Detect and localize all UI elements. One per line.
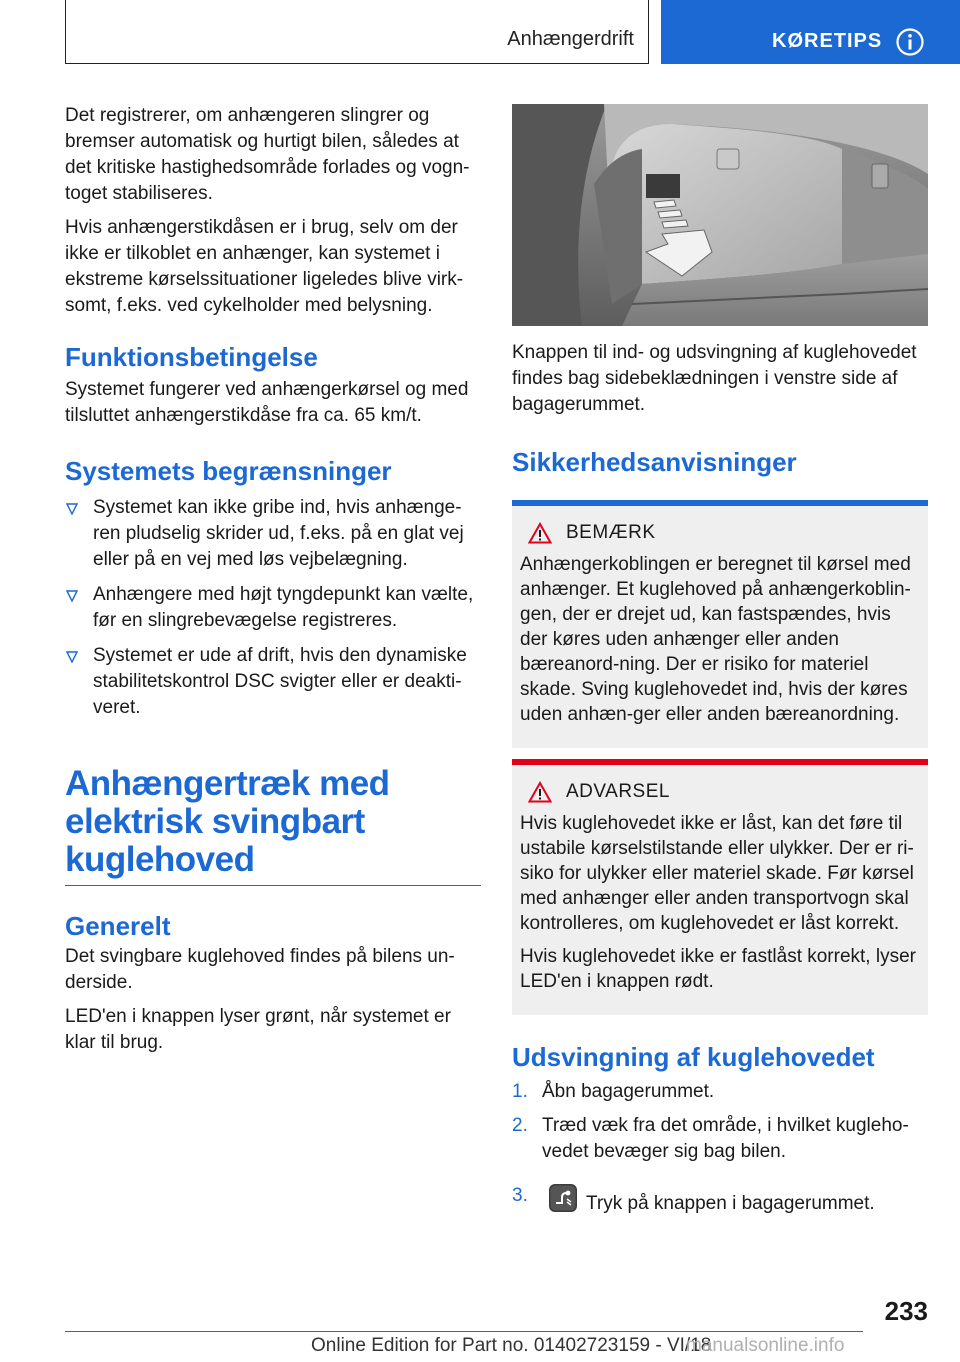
generelt-paragraph-2: LED'en i knappen lyser grønt, når systemet er klar til brug.: [65, 1006, 451, 1053]
info-icon[interactable]: [895, 27, 925, 57]
step-item: [512, 1183, 928, 1217]
left-column: [65, 103, 483, 1064]
trailer-hitch-button-icon: [548, 1183, 578, 1213]
photo-caption: Knappen til ind- og udsvingning af kuglehovedet findes bag sidebeklædningen i venstre side af bagagerummet.: [512, 342, 917, 415]
chapter-heading-line-3: kuglehoved: [65, 840, 255, 879]
notice-text: Anhængerkoblingen er beregnet til kørsel med anhænger. Et kuglehoved på anhængerkoblin-gen, der er drejet ud, kan fastspændes, hvis der køres uden anhænger eller anden bæreanord-ning. Der er risiko for materiel skade. Sving kuglehovedet ind, hvis der køres uden anhæn-ger eller anden bæreanordning.: [520, 554, 911, 725]
warning-triangle-icon: [528, 522, 552, 544]
chapter-heading-line-1: Anhængertræk med: [65, 764, 390, 803]
list-item-text: Systemet er ude af drift, hvis den dynamiske stabilitetskontrol DSC svigter eller er deakti-veret.: [93, 645, 467, 718]
triangle-bullet-icon: [66, 651, 78, 663]
step-item: [512, 1113, 928, 1165]
list-item-text: Anhængere med højt tyngdepunkt kan vælte, før en slingrebevægelse registreres.: [93, 584, 474, 631]
triangle-bullet-icon: [66, 590, 78, 602]
notice-bemaerk: [512, 506, 928, 748]
intro-paragraph-2: Hvis anhængerstikdåsen er i brug, selv om der ikke er tilkoblet en anhænger, kan systemet i ekstreme kørselssituationer ligeledes blive virk-somt, f.eks. ved cykelholder med belysning.: [65, 217, 464, 316]
step-text: Tryk på knappen i bagagerummet.: [586, 1193, 875, 1214]
header-chapter-tab[interactable]: [661, 0, 960, 64]
chapter-heading-line-2: elektrisk svingbart: [65, 802, 365, 841]
chapter-title: KØRETIPS: [772, 30, 883, 52]
trunk-photo: [512, 104, 928, 326]
footer-watermark: manualsonline.info: [686, 1335, 845, 1356]
chapter-heading: [65, 765, 483, 879]
list-item: [65, 495, 483, 573]
step-number: 3.: [512, 1185, 528, 1206]
footer-rule: [65, 1331, 863, 1332]
intro-paragraph-1: Det registrerer, om anhængeren slingrer og bremser automatisk og hurtigt bilen, således at det kritiske hastighedsområde forlades og vogn-toget stabiliseres.: [65, 105, 470, 204]
step-number: 2.: [512, 1115, 528, 1136]
warning-triangle-icon: [528, 781, 552, 803]
funktion-paragraph: Systemet fungerer ved anhængerkørsel og med tilsluttet anhængerstikdåse fra ca. 65 km/t.: [65, 379, 469, 426]
notice-text-1: Hvis kuglehovedet ikke er låst, kan det føre til ustabile kørselstilstande eller ulykker. Der er ri-siko for ulykker eller materiel skade. Før kørsel med anhænger eller anden transportvogn skal kontrolleres, om kuglehovedet er låst korrekt.: [520, 813, 914, 934]
chapter-heading-rule: [65, 885, 481, 886]
notice-text-2: Hvis kuglehovedet ikke er fastlåst korrekt, lyser LED'en i knappen rødt.: [520, 946, 916, 992]
list-item: [65, 582, 483, 634]
footer-edition: Online Edition for Part no. 01402723159 - VI/18: [311, 1335, 712, 1356]
right-column: [512, 104, 928, 1225]
heading-udsvingning: Udsvingning af kuglehovedet: [512, 1042, 875, 1072]
step-text: Træd væk fra det område, i hvilket kugleho-vedet bevæger sig bag bilen.: [542, 1115, 909, 1162]
heading-generelt: Generelt: [65, 911, 171, 941]
step-text: Åbn bagagerummet.: [542, 1081, 715, 1102]
notice-title: BEMÆRK: [566, 522, 656, 543]
generelt-paragraph-1: Det svingbare kuglehoved findes på bilens un-derside.: [65, 946, 455, 993]
limitations-list: [65, 495, 483, 721]
step-number: 1.: [512, 1081, 528, 1102]
heading-sikkerhed: Sikkerhedsanvisninger: [512, 447, 797, 477]
steps-list: [512, 1079, 928, 1217]
page-number: 233: [884, 1296, 928, 1326]
list-item: [65, 643, 483, 721]
list-item-text: Systemet kan ikke gribe ind, hvis anhænge-ren pludselig skrider ud, f.eks. på en glat vej eller på en vej med løs vejbelægning.: [93, 497, 464, 570]
notice-advarsel: [512, 765, 928, 1015]
step-item: [512, 1079, 928, 1105]
heading-begraensninger: Systemets begrænsninger: [65, 456, 392, 486]
heading-funktionsbetingelse: Funktionsbetingelse: [65, 342, 318, 372]
notice-title: ADVARSEL: [566, 781, 670, 802]
header-section-tab: [65, 0, 649, 64]
section-title: Anhængerdrift: [507, 28, 634, 50]
triangle-bullet-icon: [66, 503, 78, 515]
